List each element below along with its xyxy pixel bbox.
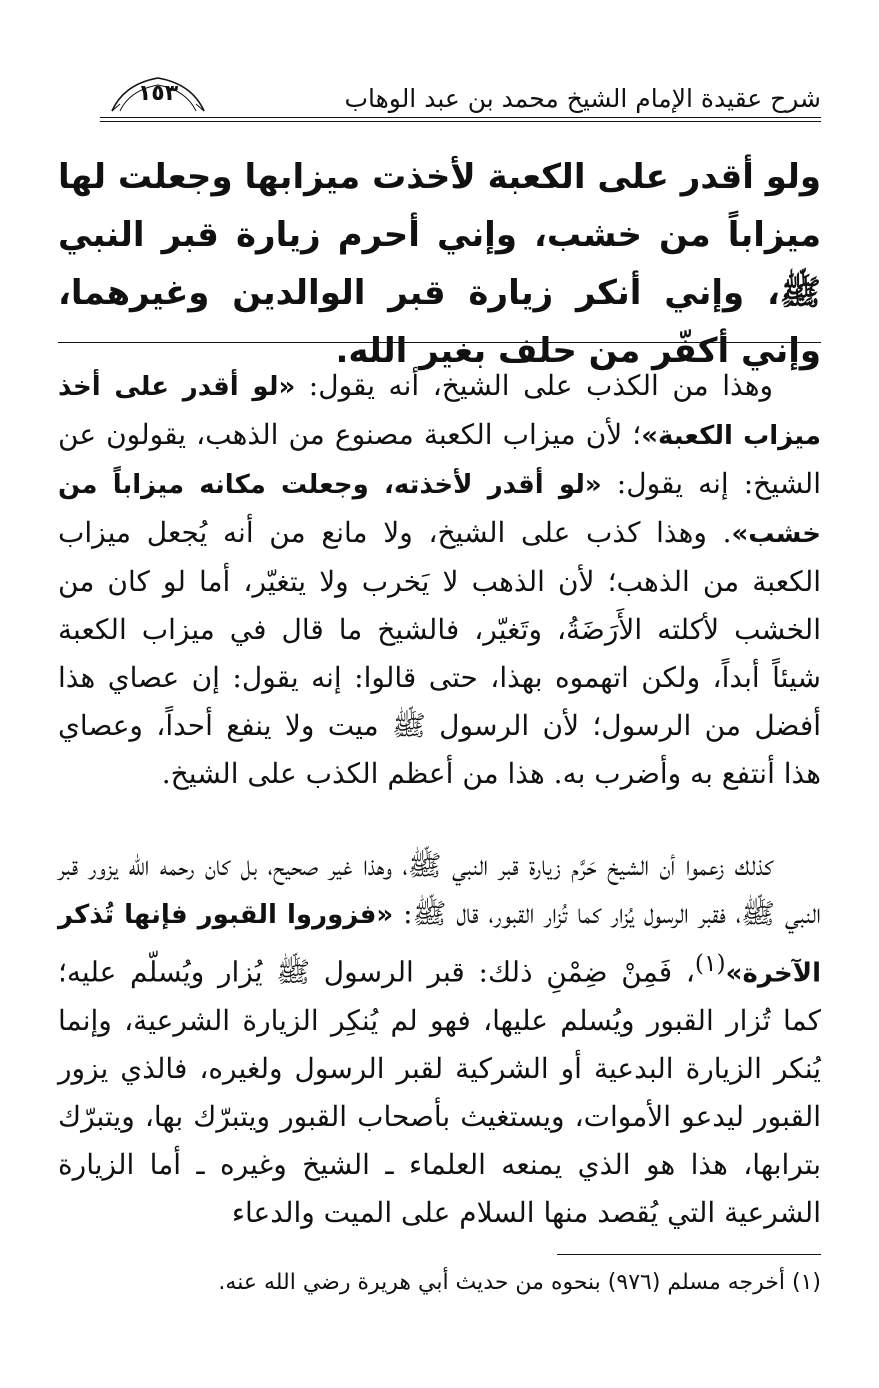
footnote: (١) أخرجه مسلم (٩٧٦) بنحوه من حديث أبي هريرة رضي الله عنه. [218, 1270, 821, 1295]
page-number: ١٥٣ [137, 81, 179, 106]
running-title: شرح عقيدة الإمام الشيخ محمد بن عبد الوهاب [344, 84, 821, 113]
main-statement [58, 148, 821, 380]
text-run: وهذا من الكذب على الشيخ، أنه يقول: [295, 369, 773, 402]
section-divider [58, 342, 821, 343]
text-run: . وهذا كذب على الشيخ، ولا مانع من أنه يُجعل ميزاب الكعبة من الذهب؛ لأن الذهب لا يَخرب ولا يتغيّر، أما لو كان من الخشب لأكلته الأَرَضَةُ، وتَغيّر، فالشيخ ما قال في ميزاب الكعبة شيئاً أبداً، ولكن اتهموه بهذا، حتى قالوا: إنه يقول: إن عصاي هذا أفضل من الرسول؛ لأن الرسول ﷺ ميت ولا ينفع أحداً، وعصاي هذا أنتفع به وأضرب به. هذا من أعظم الكذب على الشيخ. [58, 516, 821, 790]
page-number-badge [110, 74, 206, 114]
commentary [58, 362, 821, 1281]
footnote-rule [557, 1254, 821, 1255]
commentary-paragraph-1 [58, 362, 821, 798]
header-rule [100, 117, 821, 122]
main-statement-text: ولو أقدر على الكعبة لأخذت ميزابها وجعلت لها ميزاباً من خشب، وإني أحرم زيارة قبر النبي ﷺ، وإني أنكر زيارة قبر الوالدين وغيرهما، وإني أكفّر من حلف بغير الله. [58, 157, 821, 371]
text-run: ، فَمِنْ ضِمْنِ ذلك: قبر الرسول ﷺ يُزار ويُسلّم عليه؛ كما تُزار القبور ويُسلم عليها، فهو لم يُنكِر الزيارة الشرعية، وإنما يُنكر الزيارة البدعية أو الشركية لقبر الرسول ولغيره، فالذي يزور القبور ليدعو الأموات، ويستغيث بأصحاب القبور ويتبرّك بها، ويتبرّك بترابها، هذا هو الذي يمنعه العلماء ـ الشيخ وغيره ـ أما الزيارة الشرعية التي يُقصد منها السلام على الميت والدعاء [58, 955, 821, 1230]
text-run: كذلك زعموا أن الشيخ حَرَّم زيارة قبر النبي ﷺ، وهذا غير صحيح، بل كان رحمه الله يزور قبر النبي ﷺ، فقبر الرسول يُزار كما تُزار القبور، قال ﷺ: [58, 849, 821, 930]
page-header [100, 70, 821, 122]
commentary-paragraph-2 [58, 842, 821, 1237]
hadith-quote: «فزوروا القبور فإنها تُذكر الآخرة» [58, 900, 821, 989]
footnote-reference[interactable]: (١) [694, 949, 726, 977]
quoted-phrase: «لو أقدر على أخذ ميزاب الكعبة» [58, 372, 822, 451]
quoted-phrase: «لو أقدر لأخذته، وجعلت مكانه ميزاباً من خشب» [58, 470, 821, 549]
text-run: ؛ لأن ميزاب الكعبة مصنوع من الذهب، يقولون عن الشيخ: إنه يقول: [58, 418, 821, 500]
